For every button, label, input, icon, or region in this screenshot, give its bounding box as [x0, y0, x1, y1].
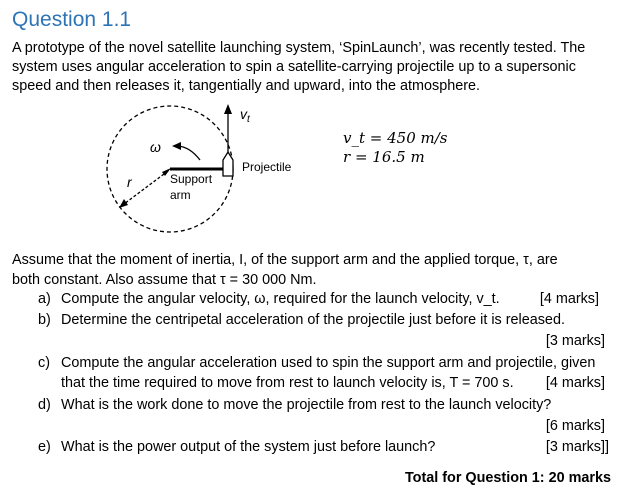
question-b-letter: b): [38, 312, 51, 328]
omega-arrowhead: [172, 142, 181, 150]
question-c-text-line1: Compute the angular acceleration used to spin the support arm and projectile, given: [61, 355, 596, 371]
question-a-letter: a): [38, 291, 51, 307]
question-d-marks: [6 marks]: [545, 418, 605, 434]
projectile-label: Projectile: [242, 160, 292, 174]
question-e-letter: e): [38, 439, 51, 455]
question-e-marks: [3 marks]]: [545, 439, 609, 455]
intro-line-2: system uses angular acceleration to spin a satellite-carrying projectile up to a supersonic: [12, 59, 576, 75]
question-a-marks: [4 marks]: [539, 291, 599, 307]
question-b-text: Determine the centripetal acceleration of the projectile just before it is released.: [61, 312, 565, 328]
support-label-line2: arm: [170, 188, 191, 202]
question-c-text-line2: that the time required to move from rest to launch velocity is, T = 700 s.: [61, 375, 514, 391]
support-label-line1: Support: [170, 172, 213, 186]
question-title: Question 1.1: [12, 8, 132, 31]
intro-line-3: speed and then releases it, tangentially and upward, into the atmosphere.: [12, 78, 481, 94]
assume-line-1: Assume that the moment of inertia, I, of the support arm and the applied torque, τ, are: [12, 252, 558, 268]
question-d-letter: d): [38, 397, 51, 413]
total-marks: Total for Question 1: 20 marks: [404, 470, 611, 486]
question-c-marks: [4 marks]: [545, 375, 605, 391]
intro-line-1: A prototype of the novel satellite launching system, ‘SpinLaunch’, was recently tested. The: [12, 40, 586, 56]
vt-label: $v_t$: [240, 106, 250, 125]
question-d-text: What is the work done to move the projectile from rest to the launch velocity?: [61, 397, 552, 413]
question-e-text: What is the power output of the system just before launch?: [61, 439, 436, 455]
omega-label: ω: [150, 139, 161, 155]
assume-line-2: both constant. Also assume that τ = 30 000 Nm.: [12, 272, 317, 288]
given-vt: v_t = 450 m/s: [343, 129, 448, 147]
question-a-text: Compute the angular velocity, ω, required for the launch velocity, v_t.: [61, 291, 500, 307]
given-r: r = 16.5 m: [343, 148, 425, 166]
velocity-arrowhead: [224, 104, 232, 114]
question-c-letter: c): [38, 355, 50, 371]
omega-arrow: [178, 146, 200, 160]
r-label: r: [127, 174, 132, 190]
radius-arrowhead: [119, 199, 128, 208]
question-b-marks: [3 marks]: [545, 333, 605, 349]
